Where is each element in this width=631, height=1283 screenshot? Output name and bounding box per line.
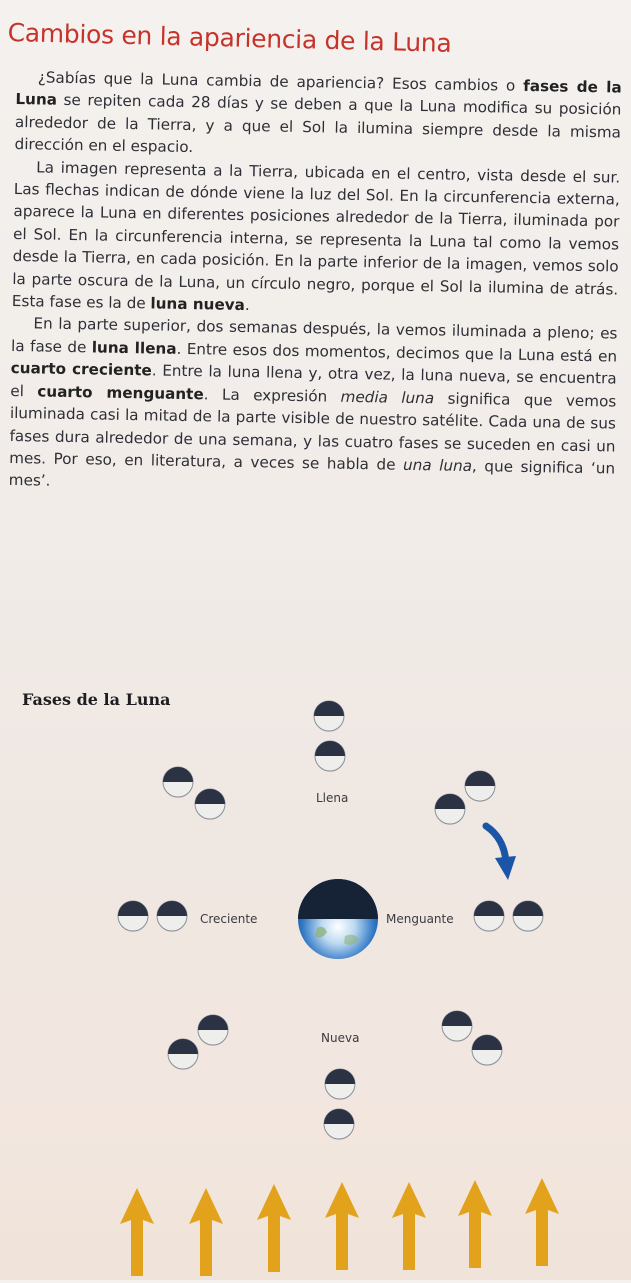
moon-phase-icon: [473, 900, 505, 932]
text-run: . Entre esos dos momentos, decimos que la Luna está en: [176, 339, 618, 366]
page-title: Cambios en la apariencia de la Luna: [7, 18, 452, 58]
label-menguante: Menguante: [386, 912, 454, 926]
moon-phase-icon: [156, 900, 188, 932]
moon-phase-icon: [441, 1010, 473, 1042]
text-run: La imagen representa a la Tierra, ubicada en el centro, vista desde el sur. Las flechas indican de dónde viene la luz del Sol. En la circunferencia externa, aparece la Luna en diferentes posiciones alrededor de la Tierra, iluminada por el Sol. En la circunferencia interna, se representa la Luna tal como la vemos desde la Tierra, en cada posición. En la parte inferior de la imagen, vemos solo la parte oscura de la Luna, un círculo negro, porque el Sol la ilumina de atrás. Esta fase es la de: [11, 157, 621, 313]
paragraph-1: [14, 66, 621, 166]
moon-phase-icon: [117, 900, 149, 932]
text-run: ¿Sabías que la Luna cambia de apariencia? Esos cambios o: [37, 68, 524, 95]
label-llena: Llena: [316, 791, 349, 805]
bold-term: luna llena: [91, 338, 177, 358]
moon-phase-icon: [324, 1068, 356, 1100]
bold-term: cuarto menguante: [37, 382, 204, 404]
label-creciente: Creciente: [200, 912, 258, 926]
moon-phase-icon: [314, 740, 346, 772]
text-run: se repiten cada 28 días y se deben a que la Luna modifica su posición alrededor de la Tierra, y a que el Sol la ilumina siempre desde la misma dirección en el espacio.: [14, 91, 622, 157]
sunlight-arrow-icon: [456, 1178, 494, 1270]
sunlight-arrow-icon: [255, 1182, 293, 1274]
earth-globe-icon: [297, 878, 379, 960]
sunlight-arrow-icon: [187, 1186, 225, 1278]
diagram-title: Fases de la Luna: [22, 690, 171, 709]
text-run: , que significa ‘un mes’.: [8, 456, 616, 490]
bold-term: fases de la Luna: [15, 76, 622, 110]
text-run: .: [244, 296, 250, 315]
moon-phase-icon: [323, 1108, 355, 1140]
paragraph-2: [12, 156, 621, 323]
text-run: significa que vemos iluminada casi la mitad de la parte visible de nuestro satélite. Cada una de sus fases dura alrededor de una semana, y las cuatro fases se suceden en casi un mes. Por eso, en literatura, a veces se habla de: [9, 389, 617, 474]
sunlight-arrow-icon: [523, 1176, 561, 1268]
italic-term: una luna: [402, 455, 473, 475]
moon-phase-icon: [464, 770, 496, 802]
text-run: . La expresión: [203, 385, 341, 406]
text-run: . Entre la luna llena y, otra vez, la luna nueva, se encuentra el: [10, 361, 617, 401]
paragraph-3: [9, 312, 618, 502]
moon-phase-icon: [471, 1034, 503, 1066]
orbit-direction-arrow-icon: [478, 822, 522, 884]
italic-term: media luna: [340, 387, 435, 408]
moon-phase-icon: [434, 793, 466, 825]
moon-phase-icon: [313, 700, 345, 732]
article-body: [6, 66, 622, 676]
bold-term: cuarto creciente: [10, 359, 152, 380]
sunlight-arrow-icon: [390, 1180, 428, 1272]
sunlight-arrow-icon: [118, 1186, 156, 1278]
moon-phase-icon: [197, 1014, 229, 1046]
moon-phase-icon: [194, 788, 226, 820]
label-nueva: Nueva: [321, 1031, 360, 1045]
moon-phase-icon: [167, 1038, 199, 1070]
text-run: En la parte superior, dos semanas después, la vemos iluminada a pleno; es la fase de: [10, 314, 618, 357]
sunlight-arrow-icon: [323, 1180, 361, 1272]
bold-term: luna nueva: [150, 294, 246, 315]
moon-phase-icon: [512, 900, 544, 932]
moon-phase-icon: [162, 766, 194, 798]
